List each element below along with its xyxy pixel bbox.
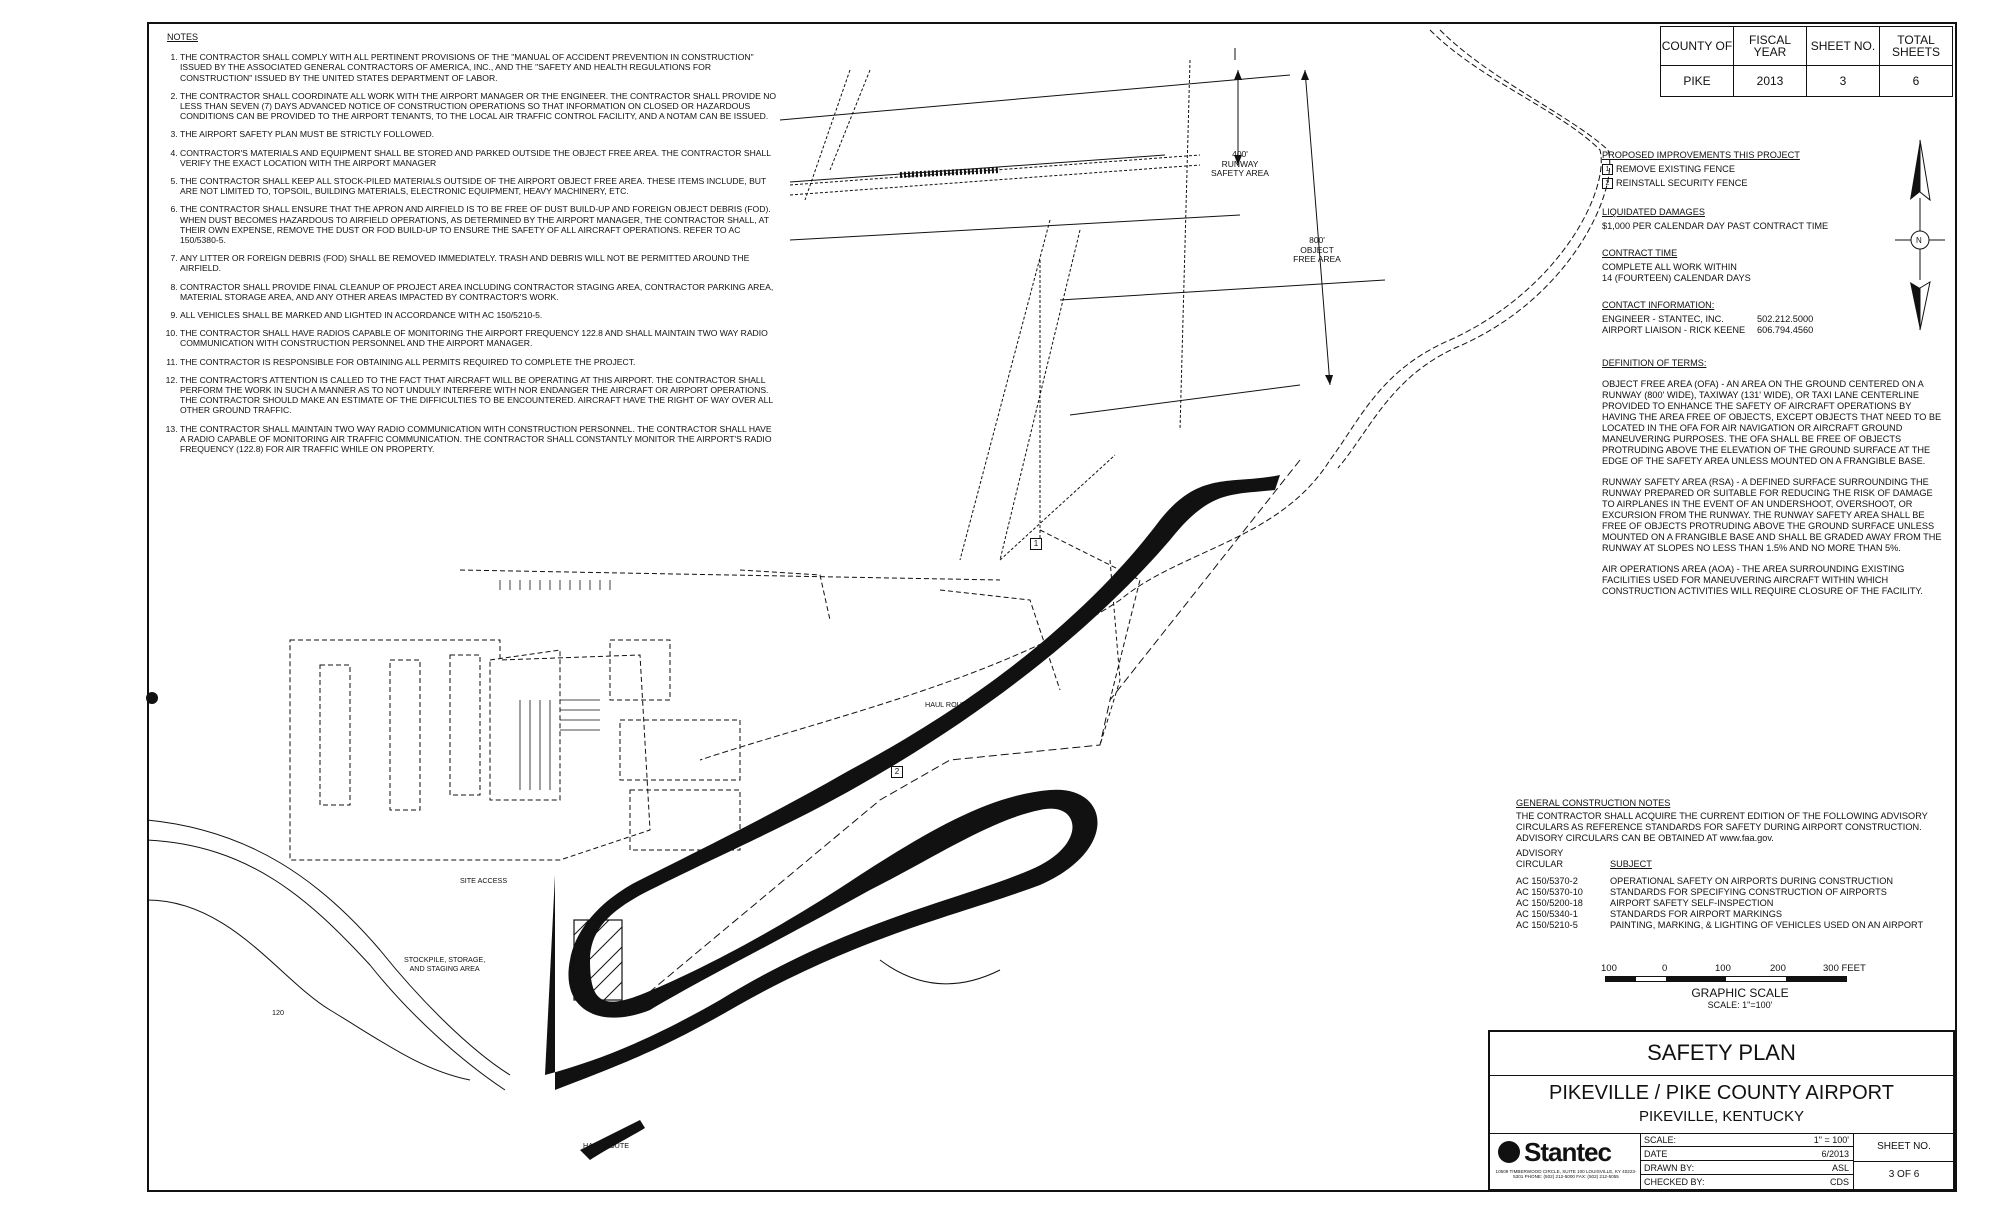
info-label: DATE <box>1640 1147 1771 1161</box>
subject-col-head: SUBJECT <box>1610 859 1652 869</box>
ofa-label: 800' OBJECT FREE AREA <box>1293 235 1341 264</box>
firm-address: 10509 TIMBERWOOD CIRCLE, SUITE 100 LOUISVILLE, KY 40223-5301 PHONE: (502) 212-5000 FAX: (502) 212-5055 <box>1495 1169 1637 1180</box>
scale-tick: 200 <box>1770 963 1786 974</box>
parking-stripes <box>500 580 610 790</box>
liquidated-heading: LIQUIDATED DAMAGES <box>1602 207 1705 217</box>
contact-label: AIRPORT LIAISON - RICK KEENE <box>1602 325 1746 335</box>
general-heading: GENERAL CONSTRUCTION NOTES <box>1516 798 1671 808</box>
improvement-text: REMOVE EXISTING FENCE <box>1616 164 1735 174</box>
improvements-heading: PROPOSED IMPROVEMENTS THIS PROJECT <box>1602 150 1800 160</box>
stantec-logo-icon <box>1498 1141 1520 1163</box>
haul-route-exit <box>580 1120 645 1160</box>
contract-time-line2: 14 (FOURTEEN) CALENDAR DAYS <box>1602 273 1751 283</box>
advisory-id: AC 150/5210-5 <box>1516 920 1578 930</box>
contact-phone: 606.794.4560 <box>1757 325 1814 335</box>
advisory-subject: OPERATIONAL SAFETY ON AIRPORTS DURING CONSTRUCTION <box>1610 876 1893 886</box>
title-block <box>1488 1030 1955 1191</box>
note-item: 9. ALL VEHICLES SHALL BE MARKED AND LIGHTED IN ACCORDANCE WITH AC 150/5210-5. <box>180 310 777 320</box>
site-access-label: SITE ACCESS <box>460 876 508 885</box>
note-item: 1. THE CONTRACTOR SHALL COMPLY WITH ALL PERTINENT PROVISIONS OF THE "MANUAL OF ACCIDENT PREVENTION IN CONSTRUCTION" ISSUED BY THE ASSOCIATED GENERAL CONTRACTORS OF AMERICA, INC., AND THE "SAFETY AND HEALTH REGULATIONS FOR CONSTRUCTION" ISSUED BY THE UNITED STATES DEPARTMENT OF LABOR. <box>180 52 777 83</box>
note-item: 11. THE CONTRACTOR IS RESPONSIBLE FOR OBTAINING ALL PERMITS REQUIRED TO COMPLETE THE PROJECT. <box>180 357 777 367</box>
contour-label: 120 <box>272 1008 284 1017</box>
sheet-no-header: SHEET NO. <box>1807 27 1880 66</box>
sheet-number-label: SHEET NO. <box>1854 1133 1954 1162</box>
notes-panel <box>167 32 777 462</box>
boundary-lines <box>780 48 1385 415</box>
notes-heading: NOTES <box>167 32 199 42</box>
advisory-subject: AIRPORT SAFETY SELF-INSPECTION <box>1610 898 1774 908</box>
definition-aoa: AIR OPERATIONS AREA (AOA) - THE AREA SURROUNDING EXISTING FACILITIES USED FOR MANEUVERING AIRCRAFT WITHIN WHICH CONSTRUCTION ACTIVITIES WILL REQUIRE CLOSURE OF THE FACILITY. <box>1602 564 1923 596</box>
drawing-title: SAFETY PLAN <box>1490 1032 1953 1076</box>
scale-tick: 0 <box>1662 963 1668 974</box>
info-value: 6/2013 <box>1771 1147 1853 1161</box>
haul-route-label-1: HAUL ROUTE <box>925 700 972 709</box>
county-header: COUNTY OF <box>1661 27 1734 66</box>
contract-time-heading: CONTRACT TIME <box>1602 248 1678 258</box>
advisory-subject: STANDARDS FOR AIRPORT MARKINGS <box>1610 909 1783 919</box>
dimension-arrows <box>1234 70 1333 385</box>
general-notes-panel <box>1516 798 1956 931</box>
advisory-subject: STANDARDS FOR SPECIFYING CONSTRUCTION OF AIRPORTS <box>1610 887 1887 897</box>
advisory-id: AC 150/5340-1 <box>1516 909 1578 919</box>
note-item: 8. CONTRACTOR SHALL PROVIDE FINAL CLEANUP OF PROJECT AREA INCLUDING CONTRACTOR STAGING AREA, CONTRACTOR PARKING AREA, MATERIAL STORAGE AREA, AND ANY OTHER AREAS IMPACTED BY CONTRACTOR'S WORK. <box>180 282 777 302</box>
definition-rsa: RUNWAY SAFETY AREA (RSA) - A DEFINED SURFACE SURROUNDING THE RUNWAY PREPARED OR SUITABLE FOR REDUCING THE RISK OF DAMAGE TO AIRPLANES IN THE EVENT OF AN UNDERSHOOT, OVERSHOOT, OR EXCURSION FROM THE RUNWAY. THE RUNWAY SAFETY AREA SHALL BE FREE OF OBJECTS PROTRUDING ABOVE THE GROUND SURFACE UNLESS MOUNTED ON A FRANGIBLE BASE AND SHALL BE GRADED AWAY FROM THE RUNWAY AT SLOPES NO LESS THAN 1.5% AND NO MORE THAN 5%. <box>1602 477 1942 553</box>
improvement-tag-2: 2 <box>891 766 903 778</box>
haul-route-path <box>545 475 1280 1090</box>
ofa-dimension-line <box>1305 70 1330 385</box>
improvement-text: REINSTALL SECURITY FENCE <box>1616 178 1748 188</box>
sheet-number-block <box>1853 1133 1954 1189</box>
definition-ofa: OBJECT FREE AREA (OFA) - AN AREA ON THE GROUND CENTERED ON A RUNWAY (800' WIDE), TAXIWAY (131' WIDE), OR TAXI LANE CENTERLINE PROVIDED TO ENHANCE THE SAFETY OF AIRCRAFT OPERATIONS BY HAVING THE AREA FREE OF OBJECTS, EXCEPT OBJECTS THAT NEED TO BE LOCATED IN THE OFA FOR AIR NAVIGATION OR AIRCRAFT GROUND MANEUVERING PURPOSES. THE OFA SHALL BE FREE OF OBJECTS PROTRUDING ABOVE THE ELEVATION OF THE GROUND SURFACE AT THE EDGE OF THE SAFETY AREA UNLESS MOUNTED ON A FRANGIBLE BASE. <box>1602 379 1942 466</box>
fiscal-year-value: 2013 <box>1734 66 1807 97</box>
haul-route-label-2: HAUL ROUTE <box>583 1141 630 1150</box>
note-item: 3. THE AIRPORT SAFETY PLAN MUST BE STRICTLY FOLLOWED. <box>180 129 777 139</box>
scale-tick: 300 FEET <box>1823 963 1866 974</box>
info-label: SCALE: <box>1640 1133 1771 1147</box>
firm-logo <box>1490 1133 1641 1189</box>
scale-tick: 100 <box>1715 963 1731 974</box>
contact-phone: 502.212.5000 <box>1757 314 1814 324</box>
total-sheets-header: TOTAL SHEETS <box>1880 27 1953 66</box>
note-item: 12. THE CONTRACTOR'S ATTENTION IS CALLED TO THE FACT THAT AIRCRAFT WILL BE OPERATING AT THIS AIRPORT. THE CONTRACTOR SHALL PERFORM THE WORK IN SUCH A MANNER AS TO NOT UNDULY INTERFERE WITH NOR ENDANGER THE AIRCRAFT OR AIRPORT OPERATIONS. THE CONTRACTOR SHOULD MAKE AN ESTIMATE OF THE DIFFICULTIES TO BE ENCOUNTERED. AIRCRAFT HAVE THE RIGHT OF WAY OVER ALL OTHER GROUND TRAFFIC. <box>180 375 777 416</box>
sheet-info-table <box>1660 26 1953 97</box>
advisory-col-head: ADVISORY CIRCULAR <box>1516 848 1564 869</box>
note-item: 6. THE CONTRACTOR SHALL ENSURE THAT THE APRON AND AIRFIELD IS TO BE FREE OF DUST BUILD-UP AND FOREIGN OBJECT DEBRIS (FOD). WHEN DUST BECOMES HAZARDOUS TO AIRFIELD OPERATIONS, AS DETERMINED BY THE AIRPORT MANAGER, THE CONTRACTOR SHALL, AT THEIR OWN EXPENSE, REMOVE THE DUST OR FOD BUILD-UP TO ENSURE THE SAFETY OF ALL AIRCRAFT OPERATIONS. REFER TO AC 150/5380-5. <box>180 204 777 245</box>
note-item: 7. ANY LITTER OR FOREIGN DEBRIS (FOD) SHALL BE REMOVED IMMEDIATELY. TRASH AND DEBRIS WILL NOT BE PERMITTED AROUND THE AIRFIELD. <box>180 253 777 273</box>
project-block <box>1490 1075 1953 1134</box>
info-label: CHECKED BY: <box>1644 1176 1705 1187</box>
scale-bar <box>1605 976 1847 982</box>
info-value: ASL <box>1771 1161 1853 1175</box>
north-label: N <box>1916 236 1922 245</box>
scale-tick: 100 <box>1601 963 1617 974</box>
advisory-table <box>1516 848 1937 931</box>
improvement-number: 2 <box>1602 178 1613 189</box>
info-value: 1" = 100' <box>1771 1133 1853 1147</box>
note-item: 4. CONTRACTOR'S MATERIALS AND EQUIPMENT SHALL BE STORED AND PARKED OUTSIDE THE OBJECT FREE AREA. THE CONTRACTOR SHALL VERIFY THE EXACT LOCATION WITH THE AIRPORT MANAGER <box>180 148 777 168</box>
advisory-id: AC 150/5370-2 <box>1516 876 1578 886</box>
fiscal-year-header: FISCAL YEAR <box>1734 27 1807 66</box>
contract-time-line1: COMPLETE ALL WORK WITHIN <box>1602 262 1737 272</box>
sheet-number-value: 3 OF 6 <box>1888 1169 1920 1180</box>
contact-heading: CONTACT INFORMATION: <box>1602 300 1715 310</box>
project-name: PIKEVILLE / PIKE COUNTY AIRPORT <box>1549 1082 1894 1104</box>
note-item: 2. THE CONTRACTOR SHALL COORDINATE ALL WORK WITH THE AIRPORT MANAGER OR THE ENGINEER. THE CONTRACTOR SHALL PROVIDE NO LESS THAN SEVEN (7) DAYS ADVANCED NOTICE OF CONSTRUCTION OPERATIONS SO THAT INFORMATION ON CLOSED OR HAZARDOUS CONDITIONS CAN BE PROVIDED TO THE AIRPORT TENANTS, TO THE LOCAL AIR TRAFFIC CONTROL FACILITY, AND A NOTAM CAN BE ISSUED. <box>180 91 777 122</box>
note-item: 10. THE CONTRACTOR SHALL HAVE RADIOS CAPABLE OF MONITORING THE AIRPORT FREQUENCY 122.8 AND SHALL MAINTAIN TWO WAY RADIO COMMUNICATION WITH CONSTRUCTION PERSONNEL AND THE AIRPORT MANAGER. <box>180 328 777 348</box>
scale-title: GRAPHIC SCALE <box>1691 986 1789 1000</box>
fence-lines <box>640 30 1610 1000</box>
info-value: CDS <box>1829 1176 1849 1187</box>
runway-lines <box>790 60 1200 560</box>
liquidated-text: $1,000 PER CALENDAR DAY PAST CONTRACT TIME <box>1602 221 1829 231</box>
general-text: THE CONTRACTOR SHALL ACQUIRE THE CURRENT EDITION OF THE FOLLOWING ADVISORY CIRCULARS AS REFERENCE STANDARDS FOR SAFETY DURING AIRPORT CONSTRUCTION. ADVISORY CIRCULARS CAN BE OBTAINED AT www.faa.gov. <box>1516 811 1928 843</box>
project-info-panel <box>1602 150 1947 597</box>
sheet-no-value: 3 <box>1807 66 1880 97</box>
note-item: 13. THE CONTRACTOR SHALL MAINTAIN TWO WAY RADIO COMMUNICATION WITH CONSTRUCTION PERSONNEL. THE CONTRACTOR SHALL HAVE A RADIO CAPABLE OF MONITORING AIR TRAFFIC COMMUNICATION. THE CONTRACTOR SHALL CONSTANTLY MONITOR THE AIRPORT'S RADIO FREQUENCY (122.8) FOR AIR TRAFFIC WHILE ON PROPERTY. <box>180 424 777 455</box>
rsa-label: 400' RUNWAY SAFETY AREA <box>1211 149 1269 178</box>
improvement-number: 1 <box>1602 164 1613 175</box>
contact-label: ENGINEER - STANTEC, INC. <box>1602 314 1724 324</box>
advisory-subject: PAINTING, MARKING, & LIGHTING OF VEHICLES USED ON AN AIRPORT <box>1610 920 1924 930</box>
definitions-heading: DEFINITION OF TERMS: <box>1602 358 1707 368</box>
total-sheets-value: 6 <box>1880 66 1953 97</box>
drawing-info-table <box>1640 1133 1853 1188</box>
stockpile-label: STOCKPILE, STORAGE, AND STAGING AREA <box>404 955 486 973</box>
county-value: PIKE <box>1661 66 1734 97</box>
firm-name: Stantec <box>1524 1137 1611 1167</box>
improvement-tag-1: 1 <box>1030 538 1042 550</box>
advisory-id: AC 150/5200-18 <box>1516 898 1583 908</box>
note-item: 5. THE CONTRACTOR SHALL KEEP ALL STOCK-PILED MATERIALS OUTSIDE OF THE AIRPORT OBJECT FREE AREA. THESE ITEMS INCLUDE, BUT ARE NOT LIMITED TO, TOPSOIL, BUILDING MATERIALS, ELECTRONIC EQUIPMENT, HEAVY MACHINERY, ETC. <box>180 176 777 196</box>
project-location: PIKEVILLE, KENTUCKY <box>1638 1108 1805 1125</box>
advisory-id: AC 150/5370-10 <box>1516 887 1583 897</box>
info-label: DRAWN BY: <box>1640 1161 1771 1175</box>
binding-mark <box>146 692 158 704</box>
scale-subtitle: SCALE: 1"=100' <box>1707 1000 1773 1010</box>
